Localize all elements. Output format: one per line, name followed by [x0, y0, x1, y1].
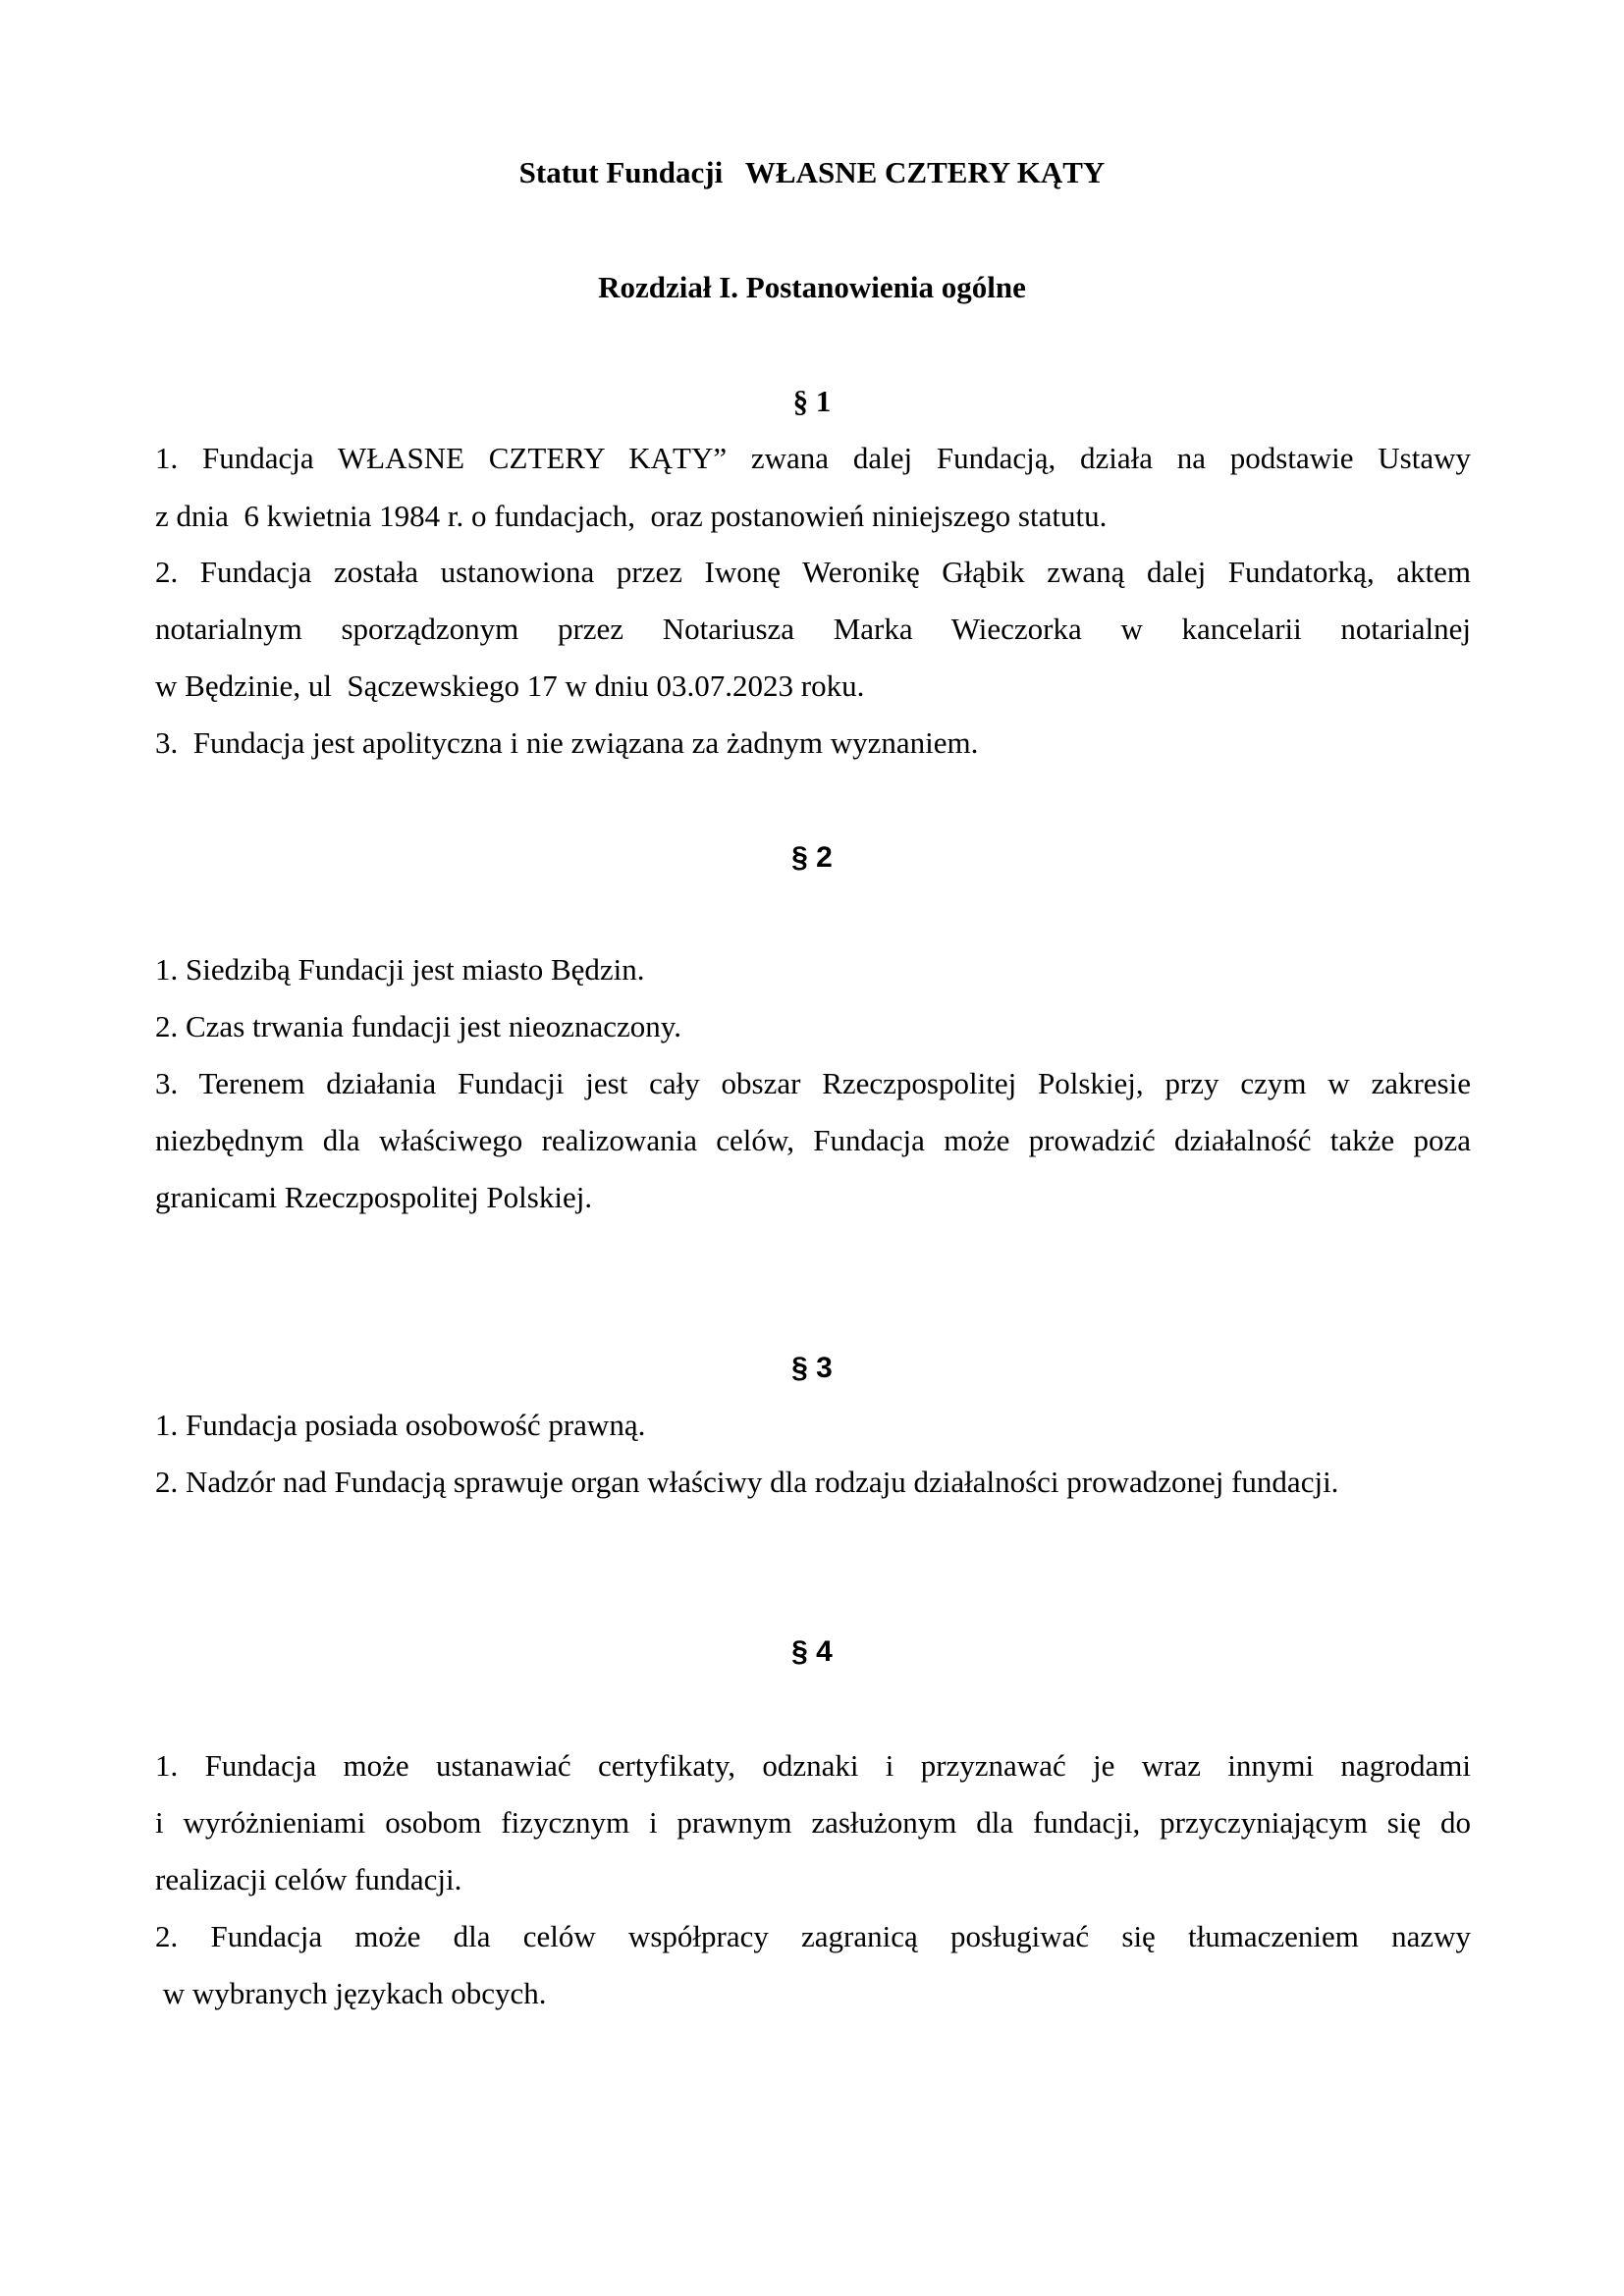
section-3-line-2: 2. Nadzór nad Fundacją sprawuje organ właściwy dla rodzaju działalności prowadzonej fundacji.: [155, 1465, 1339, 1499]
section-mark-1: § 1: [792, 384, 832, 418]
section-4-line-3: realizacji celów fundacji.: [155, 1862, 462, 1896]
section-4-line-1: 1. Fundacja może ustanawiać certyfikaty, odznaki i przyznawać je wraz innymi nagrodami: [155, 1748, 1471, 1783]
section-3-line-1: 1. Fundacja posiada osobowość prawną.: [155, 1408, 646, 1442]
section-4-line-5: w wybranych językach obcych.: [155, 1976, 547, 2010]
section-2-line-5: granicami Rzeczpospolitej Polskiej.: [155, 1180, 593, 1214]
section-4-line-2: i wyróżnieniami osobom fizycznym i prawnym zasłużonym dla fundacji, przyczyniającym się do: [155, 1805, 1471, 1840]
section-1-line-6: 3. Fundacja jest apolityczna i nie związana za żadnym wyznaniem.: [155, 725, 979, 760]
section-mark-3: § 3: [791, 1352, 833, 1384]
section-mark-4: § 4: [791, 1635, 833, 1668]
section-1-line-4: notarialnym sporządzonym przez Notariusza Marka Wieczorka w kancelarii notarialnej: [155, 612, 1471, 646]
section-1-line-1: 1. Fundacja WŁASNE CZTERY KĄTY” zwana dalej Fundacją, działa na podstawie Ustawy: [155, 441, 1471, 475]
section-1-line-5: w Będzinie, ul Sączewskiego 17 w dniu 03.07.2023 roku.: [155, 668, 865, 703]
section-2-line-4: niezbędnym dla właściwego realizowania celów, Fundacja może prowadzić działalność także poza: [155, 1123, 1471, 1157]
section-2-line-3: 3. Terenem działania Fundacji jest cały obszar Rzeczpospolitej Polskiej, przy czym w zakresie: [155, 1066, 1471, 1100]
section-4-line-4: 2. Fundacja może dla celów współpracy zagranicą posługiwać się tłumaczeniem nazwy: [155, 1919, 1471, 1953]
chapter-heading: Rozdział I. Postanowienia ogólne: [598, 270, 1026, 304]
section-1-line-2: z dnia 6 kwietnia 1984 r. o fundacjach, oraz postanowień niniejszego statutu.: [155, 499, 1108, 533]
section-2-line-1: 1. Siedzibą Fundacji jest miasto Będzin.: [155, 952, 645, 987]
section-mark-2: § 2: [791, 841, 833, 874]
section-1-line-3: 2. Fundacja została ustanowiona przez Iwonę Weronikę Głąbik zwaną dalej Fundatorką, aktem: [155, 555, 1471, 589]
section-2-line-2: 2. Czas trwania fundacji jest nieoznaczony.: [155, 1009, 681, 1043]
document-title: Statut Fundacji WŁASNE CZTERY KĄTY: [518, 155, 1106, 189]
